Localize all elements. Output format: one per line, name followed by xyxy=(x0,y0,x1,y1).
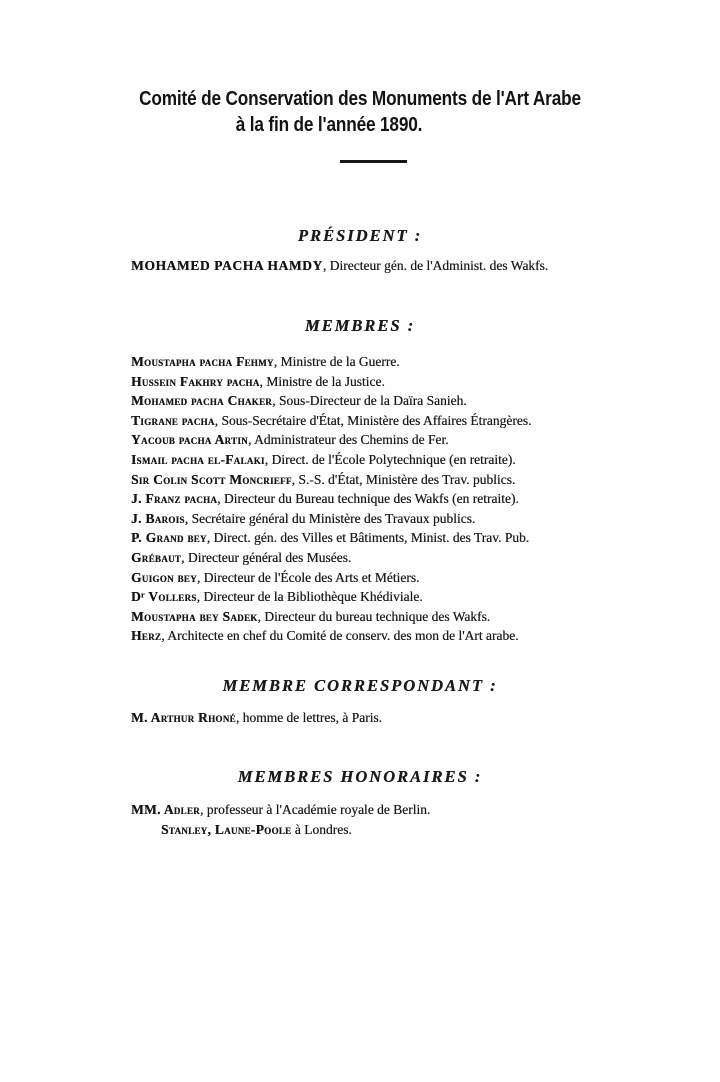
title-line-2: à la fin de l'année 1890. xyxy=(235,113,423,136)
member-name: J. Franz pacha xyxy=(131,491,218,507)
honorary-member-role: à Londres. xyxy=(291,822,352,837)
member-row xyxy=(131,509,531,529)
member-name: J. Barois xyxy=(131,510,185,526)
honorary-member-role: , professeur à l'Académie royale de Berlin. xyxy=(199,802,431,817)
member-name: Moustapha pacha Fehmy xyxy=(131,354,274,369)
member-name: Mohamed pacha Chaker xyxy=(131,393,273,409)
member-row xyxy=(131,626,531,646)
member-name: Yacoub pacha Artin xyxy=(131,432,248,448)
title-line-1: Comité de Conservation des Monuments de l'Art Arabe xyxy=(139,87,581,110)
member-row xyxy=(131,470,531,490)
member-name: Hussein Fakhry pacha xyxy=(131,373,260,389)
member-role: , S.-S. d'État, Ministère des Trav. publics. xyxy=(291,471,516,487)
members-heading: MEMBRES : xyxy=(304,316,416,335)
member-name: Herz xyxy=(131,628,162,644)
member-role: , Sous-Directeur de la Daïra Sanieh. xyxy=(272,393,467,409)
president-name: MOHAMED PACHA HAMDY xyxy=(131,258,323,273)
honorary-member-name: Stanley, Laune-Poole xyxy=(161,822,292,837)
member-role: , Administrateur des Chemins de Fer. xyxy=(247,432,449,448)
member-row xyxy=(131,568,531,588)
member-row xyxy=(131,587,531,607)
member-row xyxy=(131,372,531,392)
member-name: Dʳ Vollers xyxy=(131,589,197,605)
honorary-member-name: MM. Adler xyxy=(131,802,200,817)
member-row xyxy=(131,391,531,411)
honorary-member-row xyxy=(131,802,430,818)
title-divider-rule xyxy=(340,160,407,163)
president-role: , Directeur gén. de l'Administ. des Wakfs. xyxy=(322,258,549,273)
member-name: P. Grand bey xyxy=(131,530,207,546)
president-heading: PRÉSIDENT : xyxy=(297,226,423,245)
member-name: Grébaut xyxy=(131,549,182,565)
honorary-members-heading: MEMBRES HONORAIRES : xyxy=(237,767,483,786)
member-name: Ismail pacha el-Falaki xyxy=(131,451,265,467)
member-role: , Ministre de la Justice. xyxy=(259,373,385,389)
member-row xyxy=(131,528,531,548)
document-title xyxy=(0,86,720,138)
member-row xyxy=(131,352,531,372)
member-role: , Direct. gén. des Villes et Bâtiments, Minist. des Trav. Pub. xyxy=(206,530,530,546)
member-name: Guigon bey xyxy=(131,569,197,585)
corresponding-member-heading: MEMBRE CORRESPONDANT : xyxy=(222,676,498,695)
member-role: , Ministre de la Guerre. xyxy=(273,354,400,369)
member-row xyxy=(131,411,531,431)
member-role: , Directeur de la Bibliothèque Khédiviale. xyxy=(196,589,423,605)
member-name: Moustapha bey Sadek xyxy=(131,608,258,624)
member-row xyxy=(131,450,531,470)
corresponding-member-row xyxy=(131,710,382,726)
member-role: , Sous-Secrétaire d'État, Ministère des Affaires Étrangères. xyxy=(214,412,532,428)
member-name: Sir Colin Scott Moncrieff xyxy=(131,471,292,487)
member-row xyxy=(131,489,531,509)
member-role: , Directeur du Bureau technique des Wakfs (en retraite). xyxy=(217,491,519,507)
corresponding-member-name: M. Arthur Rhoné xyxy=(131,710,236,725)
member-row xyxy=(131,607,531,627)
member-role: , Directeur du bureau technique des Wakfs. xyxy=(257,608,491,624)
member-role: , Directeur général des Musées. xyxy=(181,549,352,565)
member-name: Tigrane pacha xyxy=(131,412,215,428)
member-role: , Direct. de l'École Polytechnique (en retraite). xyxy=(264,451,516,467)
corresponding-member-role: , homme de lettres, à Paris. xyxy=(235,710,383,725)
member-role: , Directeur de l'École des Arts et Métiers. xyxy=(196,569,420,585)
members-list xyxy=(131,352,531,646)
president-entry xyxy=(131,258,548,274)
member-role: , Secrétaire général du Ministère des Travaux publics. xyxy=(184,510,476,526)
member-row xyxy=(131,548,531,568)
honorary-member-row xyxy=(131,822,352,838)
member-row xyxy=(131,430,531,450)
member-role: , Architecte en chef du Comité de conserv. des mon de l'Art arabe. xyxy=(161,628,519,644)
